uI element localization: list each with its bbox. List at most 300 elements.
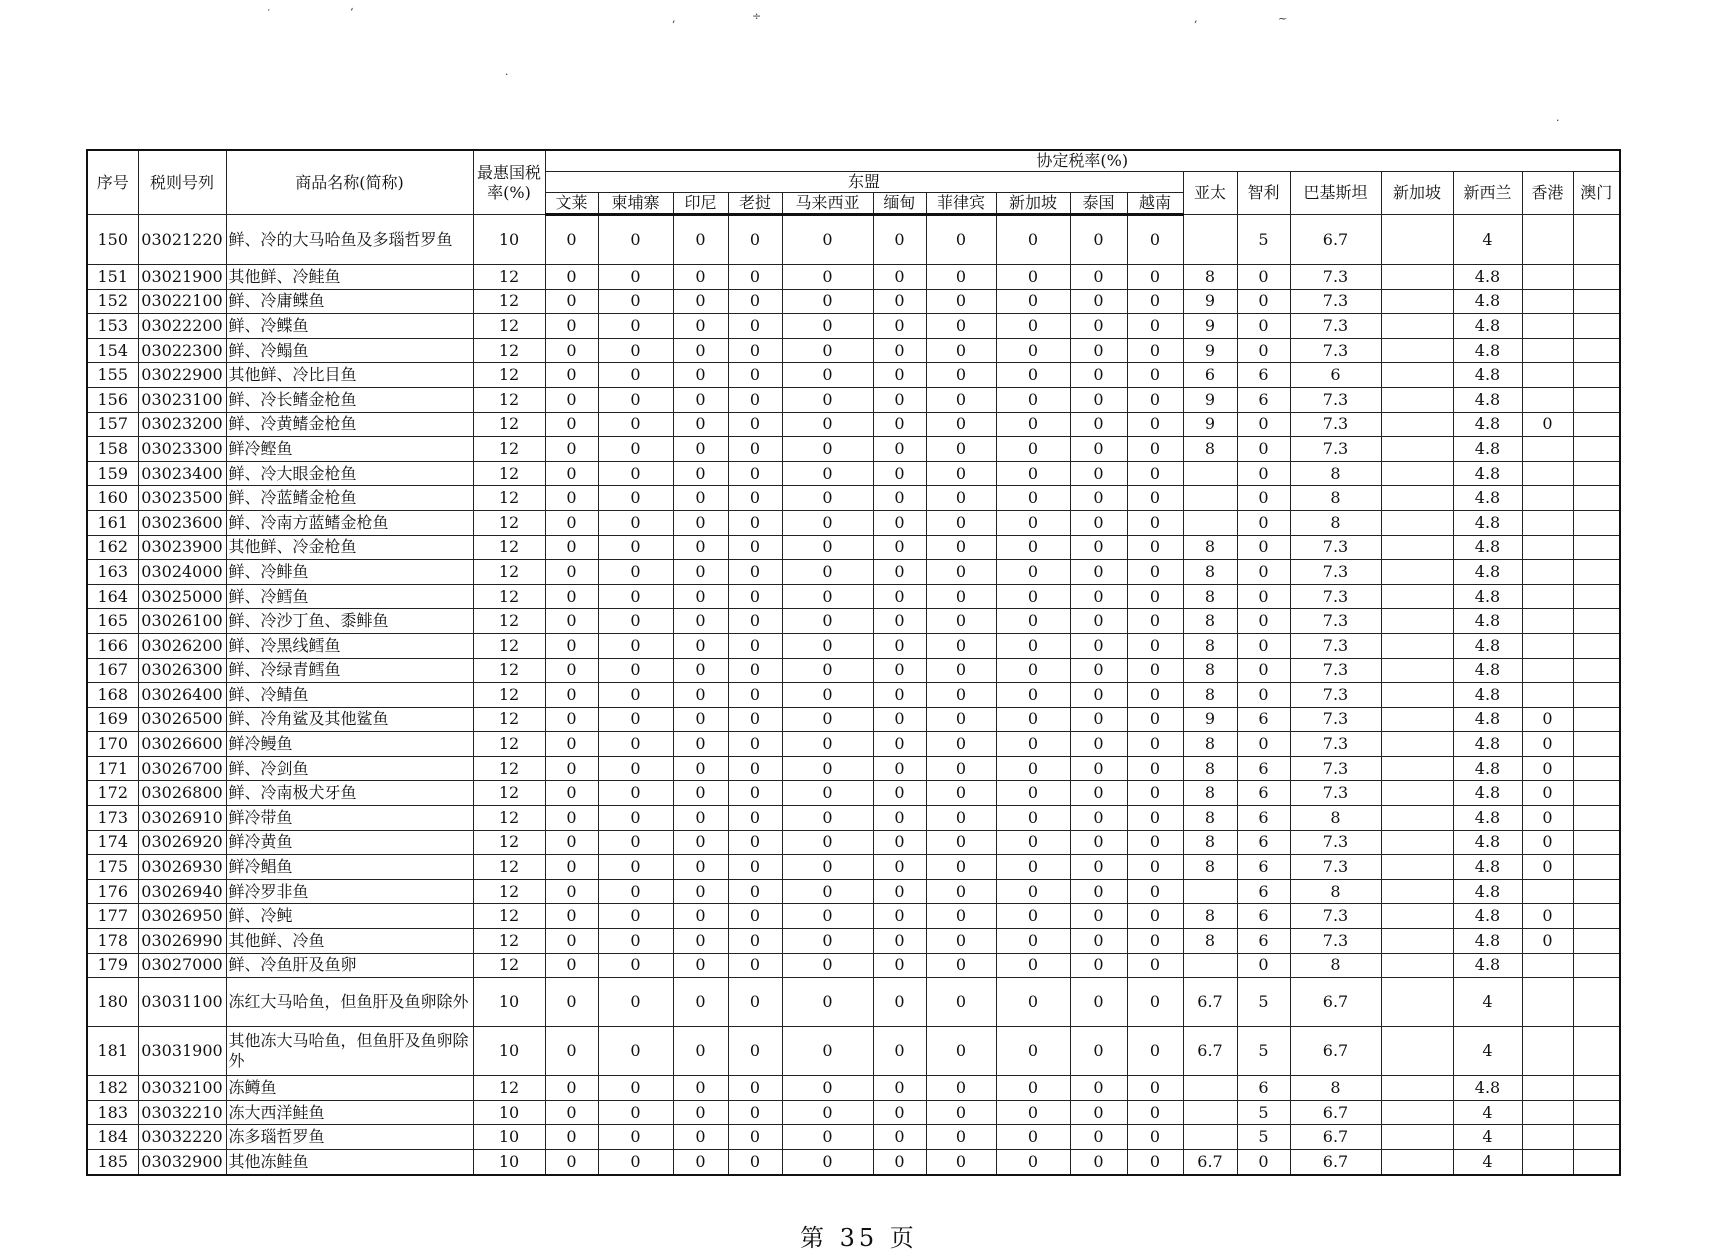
other-rate-cell	[1522, 1076, 1573, 1101]
asean-rate-cell: 0	[782, 929, 873, 954]
mfn-cell: 10	[473, 1100, 545, 1125]
asean-rate-cell: 0	[545, 732, 598, 757]
asean-rate-cell: 0	[545, 560, 598, 585]
col-other-6: 澳门	[1573, 172, 1620, 215]
asean-rate-cell: 0	[926, 510, 996, 535]
other-rate-cell	[1183, 1125, 1237, 1150]
other-rate-cell: 4.8	[1453, 879, 1522, 904]
other-rate-cell: 8	[1183, 658, 1237, 683]
other-rate-cell: 6	[1237, 830, 1290, 855]
asean-rate-cell: 0	[545, 437, 598, 462]
asean-rate-cell: 0	[996, 806, 1070, 831]
other-rate-cell: 4.8	[1453, 633, 1522, 658]
asean-rate-cell: 0	[545, 855, 598, 880]
code-cell: 03025000	[138, 584, 226, 609]
asean-rate-cell: 0	[1127, 855, 1183, 880]
other-rate-cell: 0	[1237, 560, 1290, 585]
other-rate-cell: 0	[1237, 535, 1290, 560]
table-row	[87, 338, 1620, 363]
other-rate-cell: 8	[1183, 437, 1237, 462]
name-cell: 鲜、冷鲀	[226, 904, 473, 929]
name-cell: 鲜、冷大眼金枪鱼	[226, 461, 473, 486]
seq-cell: 151	[87, 265, 138, 290]
asean-rate-cell: 0	[673, 314, 728, 339]
asean-rate-cell: 0	[873, 929, 926, 954]
col-agreed: 协定税率(%)	[545, 150, 1620, 172]
col-asean-3: 老挝	[728, 193, 782, 215]
asean-rate-cell: 0	[926, 560, 996, 585]
asean-rate-cell: 0	[782, 535, 873, 560]
other-rate-cell	[1522, 584, 1573, 609]
seq-cell: 155	[87, 363, 138, 388]
asean-rate-cell: 0	[673, 756, 728, 781]
table-body	[87, 215, 1620, 1175]
asean-rate-cell: 0	[782, 289, 873, 314]
other-rate-cell: 6.7	[1290, 1027, 1381, 1076]
table-row	[87, 289, 1620, 314]
code-cell: 03023100	[138, 387, 226, 412]
mfn-cell: 10	[473, 1125, 545, 1150]
mfn-cell: 12	[473, 510, 545, 535]
other-rate-cell	[1573, 658, 1620, 683]
name-cell: 鲜冷鲣鱼	[226, 437, 473, 462]
other-rate-cell	[1522, 1100, 1573, 1125]
seq-cell: 182	[87, 1076, 138, 1101]
asean-rate-cell: 0	[728, 707, 782, 732]
asean-rate-cell: 0	[728, 732, 782, 757]
other-rate-cell: 0	[1522, 781, 1573, 806]
other-rate-cell	[1573, 412, 1620, 437]
asean-rate-cell: 0	[996, 732, 1070, 757]
asean-rate-cell: 0	[673, 609, 728, 634]
other-rate-cell	[1183, 461, 1237, 486]
other-rate-cell: 5	[1237, 215, 1290, 265]
asean-rate-cell: 0	[673, 265, 728, 290]
other-rate-cell: 0	[1237, 486, 1290, 511]
code-cell: 03026950	[138, 904, 226, 929]
asean-rate-cell: 0	[926, 732, 996, 757]
other-rate-cell	[1573, 535, 1620, 560]
col-asean-0: 文莱	[545, 193, 598, 215]
table-row	[87, 609, 1620, 634]
asean-rate-cell: 0	[728, 633, 782, 658]
asean-rate-cell: 0	[598, 756, 673, 781]
other-rate-cell	[1522, 978, 1573, 1027]
asean-rate-cell: 0	[598, 830, 673, 855]
asean-rate-cell: 0	[1127, 584, 1183, 609]
other-rate-cell: 6	[1290, 363, 1381, 388]
table-row	[87, 1076, 1620, 1101]
asean-rate-cell: 0	[545, 338, 598, 363]
col-code: 税则号列	[138, 150, 226, 215]
asean-rate-cell: 0	[926, 1076, 996, 1101]
other-rate-cell: 7.3	[1290, 929, 1381, 954]
asean-rate-cell: 0	[728, 387, 782, 412]
col-asean: 东盟	[545, 172, 1183, 193]
other-rate-cell	[1522, 560, 1573, 585]
other-rate-cell	[1381, 633, 1453, 658]
asean-rate-cell: 0	[1070, 338, 1127, 363]
other-rate-cell: 6.7	[1290, 1150, 1381, 1175]
other-rate-cell	[1381, 1076, 1453, 1101]
other-rate-cell: 6	[1237, 879, 1290, 904]
asean-rate-cell: 0	[598, 1100, 673, 1125]
col-name: 商品名称(简称)	[226, 150, 473, 215]
asean-rate-cell: 0	[728, 584, 782, 609]
mfn-cell: 12	[473, 732, 545, 757]
asean-rate-cell: 0	[996, 387, 1070, 412]
asean-rate-cell: 0	[673, 855, 728, 880]
asean-rate-cell: 0	[782, 904, 873, 929]
asean-rate-cell: 0	[1127, 510, 1183, 535]
asean-rate-cell: 0	[598, 633, 673, 658]
asean-rate-cell: 0	[728, 929, 782, 954]
asean-rate-cell: 0	[728, 609, 782, 634]
other-rate-cell	[1381, 387, 1453, 412]
code-cell: 03026500	[138, 707, 226, 732]
other-rate-cell	[1183, 1076, 1237, 1101]
other-rate-cell: 0	[1522, 830, 1573, 855]
other-rate-cell	[1381, 904, 1453, 929]
asean-rate-cell: 0	[728, 855, 782, 880]
other-rate-cell: 4.8	[1453, 929, 1522, 954]
other-rate-cell: 4.8	[1453, 289, 1522, 314]
name-cell: 其他鲜、冷鱼	[226, 929, 473, 954]
asean-rate-cell: 0	[1070, 412, 1127, 437]
table-row	[87, 732, 1620, 757]
asean-rate-cell: 0	[996, 609, 1070, 634]
asean-rate-cell: 0	[996, 1076, 1070, 1101]
other-rate-cell	[1522, 338, 1573, 363]
seq-cell: 172	[87, 781, 138, 806]
name-cell: 冻大西洋鲑鱼	[226, 1100, 473, 1125]
mfn-cell: 12	[473, 707, 545, 732]
other-rate-cell	[1381, 806, 1453, 831]
asean-rate-cell: 0	[545, 879, 598, 904]
other-rate-cell: 0	[1237, 584, 1290, 609]
asean-rate-cell: 0	[926, 683, 996, 708]
asean-rate-cell: 0	[926, 535, 996, 560]
seq-cell: 167	[87, 658, 138, 683]
page-number: 第 35 页	[800, 1224, 918, 1252]
other-rate-cell: 7.3	[1290, 707, 1381, 732]
other-rate-cell	[1522, 1027, 1573, 1076]
asean-rate-cell: 0	[545, 486, 598, 511]
table-row	[87, 879, 1620, 904]
asean-rate-cell: 0	[926, 633, 996, 658]
asean-rate-cell: 0	[598, 314, 673, 339]
asean-rate-cell: 0	[598, 412, 673, 437]
other-rate-cell: 4.8	[1453, 953, 1522, 978]
asean-rate-cell: 0	[996, 314, 1070, 339]
other-rate-cell	[1573, 855, 1620, 880]
seq-cell: 165	[87, 609, 138, 634]
other-rate-cell	[1381, 1027, 1453, 1076]
other-rate-cell: 8	[1290, 461, 1381, 486]
asean-rate-cell: 0	[1070, 904, 1127, 929]
name-cell: 鲜、冷黄鳍金枪鱼	[226, 412, 473, 437]
asean-rate-cell: 0	[545, 215, 598, 265]
asean-rate-cell: 0	[545, 609, 598, 634]
asean-rate-cell: 0	[673, 658, 728, 683]
asean-rate-cell: 0	[1070, 1076, 1127, 1101]
asean-rate-cell: 0	[728, 806, 782, 831]
asean-rate-cell: 0	[782, 387, 873, 412]
other-rate-cell: 4.8	[1453, 412, 1522, 437]
asean-rate-cell: 0	[545, 535, 598, 560]
asean-rate-cell: 0	[873, 338, 926, 363]
table-row	[87, 215, 1620, 265]
seq-cell: 179	[87, 953, 138, 978]
other-rate-cell: 0	[1522, 756, 1573, 781]
name-cell: 其他鲜、冷比目鱼	[226, 363, 473, 388]
asean-rate-cell: 0	[1070, 363, 1127, 388]
asean-rate-cell: 0	[1127, 314, 1183, 339]
asean-rate-cell: 0	[926, 929, 996, 954]
asean-rate-cell: 0	[673, 879, 728, 904]
asean-rate-cell: 0	[728, 658, 782, 683]
other-rate-cell: 4.8	[1453, 658, 1522, 683]
other-rate-cell: 7.3	[1290, 732, 1381, 757]
asean-rate-cell: 0	[873, 363, 926, 388]
asean-rate-cell: 0	[545, 658, 598, 683]
code-cell: 03021220	[138, 215, 226, 265]
asean-rate-cell: 0	[926, 584, 996, 609]
tariff-table	[86, 149, 1621, 1176]
asean-rate-cell: 0	[873, 584, 926, 609]
asean-rate-cell: 0	[545, 929, 598, 954]
asean-rate-cell: 0	[926, 314, 996, 339]
other-rate-cell	[1381, 855, 1453, 880]
asean-rate-cell: 0	[1127, 461, 1183, 486]
asean-rate-cell: 0	[782, 486, 873, 511]
col-seq: 序号	[87, 150, 138, 215]
name-cell: 其他鲜、冷鲑鱼	[226, 265, 473, 290]
other-rate-cell	[1522, 289, 1573, 314]
mfn-cell: 12	[473, 879, 545, 904]
other-rate-cell: 5	[1237, 1100, 1290, 1125]
asean-rate-cell: 0	[728, 412, 782, 437]
asean-rate-cell: 0	[598, 609, 673, 634]
seq-cell: 161	[87, 510, 138, 535]
asean-rate-cell: 0	[1070, 1027, 1127, 1076]
asean-rate-cell: 0	[673, 1150, 728, 1175]
table-row	[87, 363, 1620, 388]
asean-rate-cell: 0	[673, 781, 728, 806]
asean-rate-cell: 0	[1070, 510, 1127, 535]
name-cell: 鲜冷鳗鱼	[226, 732, 473, 757]
asean-rate-cell: 0	[873, 732, 926, 757]
other-rate-cell: 6.7	[1290, 1125, 1381, 1150]
other-rate-cell	[1573, 584, 1620, 609]
name-cell: 鲜、冷蓝鳍金枪鱼	[226, 486, 473, 511]
other-rate-cell: 4.8	[1453, 584, 1522, 609]
other-rate-cell: 6.7	[1183, 1027, 1237, 1076]
other-rate-cell	[1381, 658, 1453, 683]
asean-rate-cell: 0	[545, 904, 598, 929]
table-row	[87, 806, 1620, 831]
other-rate-cell: 6.7	[1290, 978, 1381, 1027]
col-asean-2: 印尼	[673, 193, 728, 215]
asean-rate-cell: 0	[782, 609, 873, 634]
seq-cell: 156	[87, 387, 138, 412]
other-rate-cell: 8	[1290, 1076, 1381, 1101]
other-rate-cell: 9	[1183, 387, 1237, 412]
name-cell: 鲜、冷黑线鳕鱼	[226, 633, 473, 658]
asean-rate-cell: 0	[728, 1076, 782, 1101]
asean-rate-cell: 0	[728, 1125, 782, 1150]
asean-rate-cell: 0	[873, 1150, 926, 1175]
asean-rate-cell: 0	[996, 338, 1070, 363]
other-rate-cell: 6	[1237, 756, 1290, 781]
asean-rate-cell: 0	[728, 265, 782, 290]
other-rate-cell: 7.3	[1290, 683, 1381, 708]
seq-cell: 150	[87, 215, 138, 265]
other-rate-cell: 4	[1453, 215, 1522, 265]
code-cell: 03026920	[138, 830, 226, 855]
name-cell: 鲜、冷角鲨及其他鲨鱼	[226, 707, 473, 732]
code-cell: 03021900	[138, 265, 226, 290]
mfn-cell: 12	[473, 855, 545, 880]
other-rate-cell: 5	[1237, 978, 1290, 1027]
asean-rate-cell: 0	[1127, 978, 1183, 1027]
other-rate-cell	[1381, 412, 1453, 437]
other-rate-cell: 7.3	[1290, 830, 1381, 855]
asean-rate-cell: 0	[926, 412, 996, 437]
name-cell: 鲜冷鲳鱼	[226, 855, 473, 880]
asean-rate-cell: 0	[996, 855, 1070, 880]
asean-rate-cell: 0	[1070, 806, 1127, 831]
other-rate-cell	[1522, 314, 1573, 339]
asean-rate-cell: 0	[782, 756, 873, 781]
mfn-cell: 12	[473, 633, 545, 658]
code-cell: 03032220	[138, 1125, 226, 1150]
asean-rate-cell: 0	[673, 1027, 728, 1076]
name-cell: 鲜、冷鲭鱼	[226, 683, 473, 708]
asean-rate-cell: 0	[782, 314, 873, 339]
asean-rate-cell: 0	[873, 978, 926, 1027]
name-cell: 鲜、冷鲱鱼	[226, 560, 473, 585]
other-rate-cell: 5	[1237, 1027, 1290, 1076]
asean-rate-cell: 0	[1127, 387, 1183, 412]
mfn-cell: 12	[473, 486, 545, 511]
other-rate-cell	[1573, 1150, 1620, 1175]
table-row	[87, 560, 1620, 585]
col-asean-5: 缅甸	[873, 193, 926, 215]
code-cell: 03024000	[138, 560, 226, 585]
asean-rate-cell: 0	[782, 215, 873, 265]
code-cell: 03026300	[138, 658, 226, 683]
other-rate-cell: 0	[1237, 437, 1290, 462]
asean-rate-cell: 0	[1070, 1150, 1127, 1175]
other-rate-cell	[1381, 732, 1453, 757]
other-rate-cell: 6	[1237, 707, 1290, 732]
asean-rate-cell: 0	[996, 412, 1070, 437]
mfn-cell: 10	[473, 1150, 545, 1175]
asean-rate-cell: 0	[673, 683, 728, 708]
name-cell: 鲜、冷剑鱼	[226, 756, 473, 781]
asean-rate-cell: 0	[598, 806, 673, 831]
other-rate-cell: 0	[1522, 732, 1573, 757]
other-rate-cell: 8	[1183, 806, 1237, 831]
asean-rate-cell: 0	[1127, 437, 1183, 462]
other-rate-cell	[1183, 953, 1237, 978]
other-rate-cell	[1381, 289, 1453, 314]
other-rate-cell	[1381, 560, 1453, 585]
asean-rate-cell: 0	[873, 289, 926, 314]
other-rate-cell	[1381, 314, 1453, 339]
asean-rate-cell: 0	[598, 338, 673, 363]
other-rate-cell: 4.8	[1453, 363, 1522, 388]
seq-cell: 177	[87, 904, 138, 929]
code-cell: 03032100	[138, 1076, 226, 1101]
asean-rate-cell: 0	[996, 215, 1070, 265]
seq-cell: 178	[87, 929, 138, 954]
other-rate-cell: 7.3	[1290, 658, 1381, 683]
asean-rate-cell: 0	[996, 953, 1070, 978]
asean-rate-cell: 0	[782, 560, 873, 585]
asean-rate-cell: 0	[926, 215, 996, 265]
asean-rate-cell: 0	[545, 1027, 598, 1076]
other-rate-cell: 5	[1237, 1125, 1290, 1150]
asean-rate-cell: 0	[996, 437, 1070, 462]
other-rate-cell: 0	[1237, 683, 1290, 708]
other-rate-cell	[1573, 830, 1620, 855]
other-rate-cell: 6	[1237, 387, 1290, 412]
asean-rate-cell: 0	[996, 461, 1070, 486]
other-rate-cell: 9	[1183, 289, 1237, 314]
name-cell: 冻红大马哈鱼，但鱼肝及鱼卵除外	[226, 978, 473, 1027]
asean-rate-cell: 0	[926, 609, 996, 634]
table-row	[87, 1100, 1620, 1125]
other-rate-cell	[1522, 1125, 1573, 1150]
col-mfn	[473, 150, 545, 215]
asean-rate-cell: 0	[782, 1100, 873, 1125]
other-rate-cell: 0	[1522, 929, 1573, 954]
asean-rate-cell: 0	[1127, 1027, 1183, 1076]
other-rate-cell	[1573, 510, 1620, 535]
code-cell: 03026400	[138, 683, 226, 708]
mfn-cell: 12	[473, 781, 545, 806]
mfn-cell: 12	[473, 1076, 545, 1101]
asean-rate-cell: 0	[1127, 215, 1183, 265]
asean-rate-cell: 0	[1127, 289, 1183, 314]
asean-rate-cell: 0	[782, 584, 873, 609]
mfn-cell: 12	[473, 904, 545, 929]
asean-rate-cell: 0	[1070, 265, 1127, 290]
other-rate-cell: 8	[1290, 879, 1381, 904]
other-rate-cell: 0	[1522, 904, 1573, 929]
name-cell: 鲜、冷南极犬牙鱼	[226, 781, 473, 806]
col-asean-7: 新加坡	[996, 193, 1070, 215]
code-cell: 03023500	[138, 486, 226, 511]
asean-rate-cell: 0	[673, 633, 728, 658]
other-rate-cell	[1573, 732, 1620, 757]
asean-rate-cell: 0	[1127, 904, 1183, 929]
asean-rate-cell: 0	[926, 461, 996, 486]
other-rate-cell	[1573, 314, 1620, 339]
other-rate-cell	[1573, 215, 1620, 265]
asean-rate-cell: 0	[996, 781, 1070, 806]
table-row	[87, 658, 1620, 683]
asean-rate-cell: 0	[673, 486, 728, 511]
asean-rate-cell: 0	[873, 412, 926, 437]
asean-rate-cell: 0	[545, 806, 598, 831]
asean-rate-cell: 0	[996, 929, 1070, 954]
asean-rate-cell: 0	[1127, 609, 1183, 634]
table-row	[87, 1150, 1620, 1175]
asean-rate-cell: 0	[1070, 535, 1127, 560]
